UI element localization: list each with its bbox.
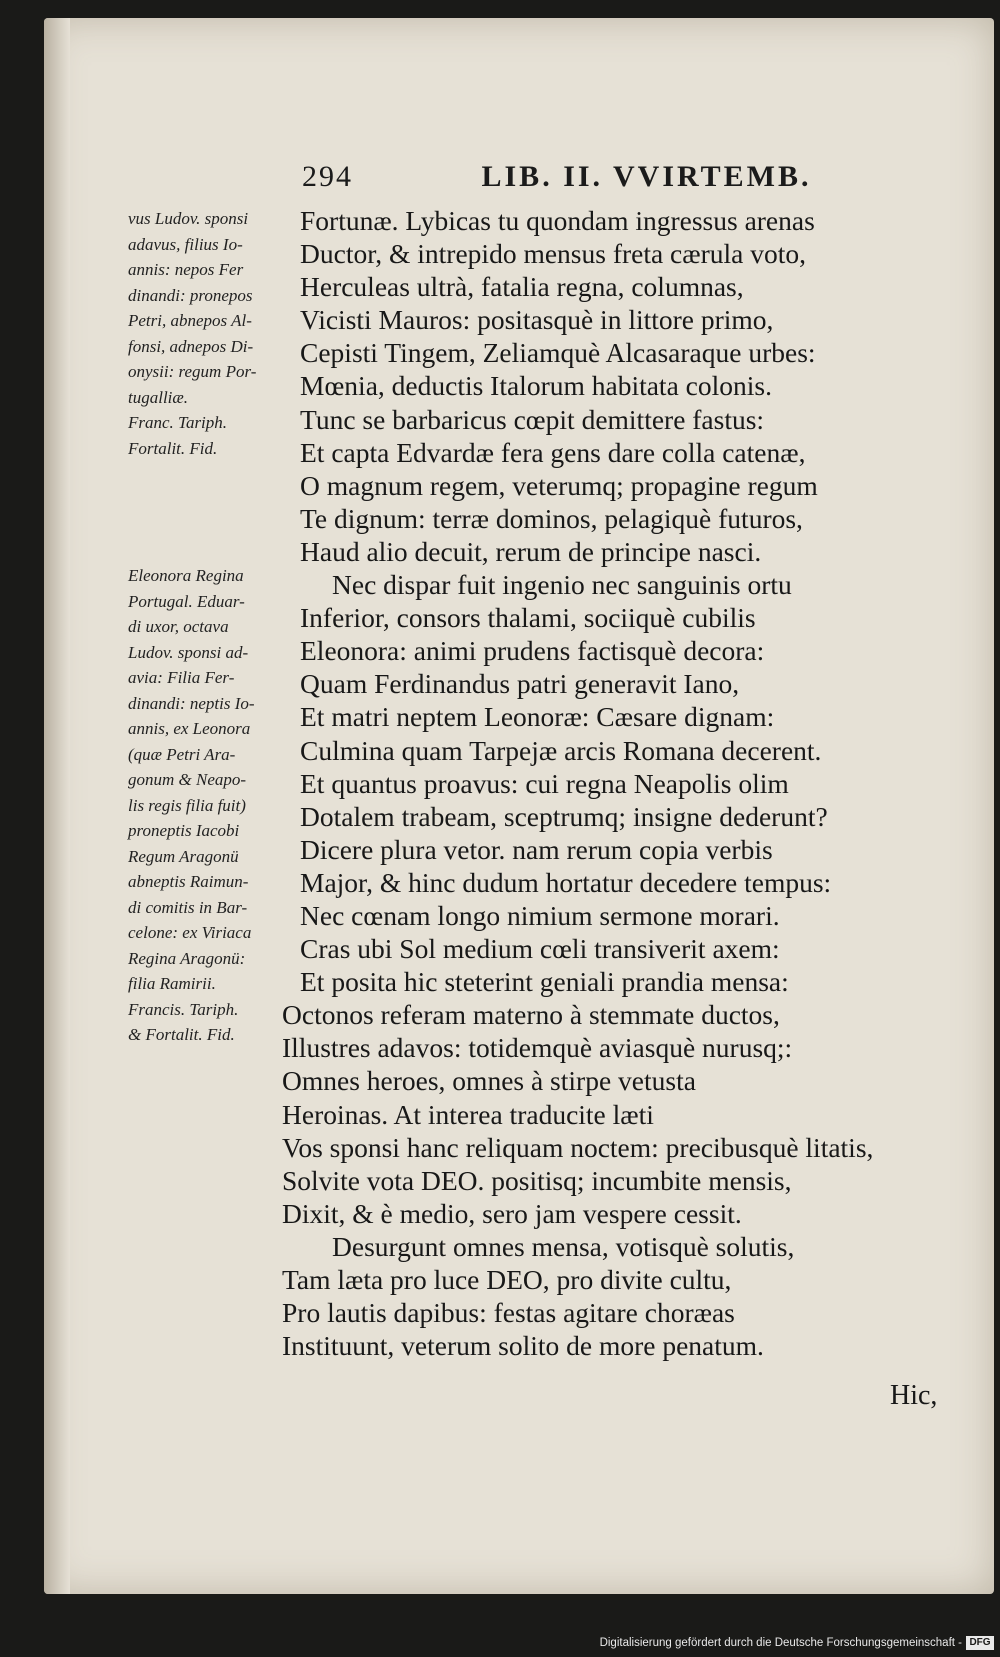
- verse-line: Nec cœnam longo nimium sermone morari.: [300, 899, 780, 931]
- verse-line: Octonos referam materno à stemmate ductos,: [282, 999, 780, 1031]
- verse-line: Cras ubi Sol medium cœli transiverit axem:: [300, 933, 780, 965]
- verse-line: Dixit, & è medio, sero jam vespere cessit.: [282, 1197, 742, 1229]
- verse-line: Mœnia, deductis Italorum habitata colonis.: [300, 370, 772, 402]
- verse-line: Eleonora: animi prudens factisquè decora:: [300, 635, 765, 667]
- page-number: 294: [302, 160, 353, 193]
- verse-line: Instituunt, veterum solito de more penatum.: [282, 1330, 764, 1362]
- verse-line: Illustres adavos: totidemquè aviasquè nurusq;:: [282, 1032, 793, 1064]
- verse-line: Et posita hic steterint geniali prandia mensa:: [300, 966, 789, 998]
- margin-note-eleonora: Eleonora Regina Portugal. Eduar- di uxor, octava Ludov. sponsi ad- avia: Filia Fer- dinandi: neptis Io- annis, ex Leonora (quæ Petri Ara- gonum & Neapo- lis regis filia fuit) proneptis Iacobi Regum Aragonü abneptis Raimun- di comitis in Bar- celone: ex Viriaca Regina Aragonü: filia Ramirii. Francis. Tariph. & Fortalit. Fid.: [128, 566, 255, 1044]
- verse-line: Dotalem trabeam, sceptrumq; insigne dederunt?: [300, 800, 828, 832]
- verse-line: Et matri neptem Leonoræ: Cæsare dignam:: [300, 701, 775, 733]
- verse-line: Major, & hinc dudum hortatur decedere tempus:: [300, 866, 832, 898]
- dfg-logo: DFG: [966, 1636, 994, 1650]
- verse-line: O magnum regem, veterumq; propagine regum: [300, 469, 818, 501]
- page-gutter-shadow: [44, 18, 70, 1594]
- marginal-notes: [128, 206, 286, 1048]
- verse-line: Cepisti Tingem, Zeliamquè Alcasaraque urbes:: [300, 337, 816, 369]
- verse-line: Herculeas ultrà, fatalia regna, columnas,: [300, 271, 744, 303]
- verse-line: Haud alio decuit, rerum de principe nasci.: [300, 535, 762, 567]
- verse-line: Fortunæ. Lybicas tu quondam ingressus arenas: [300, 205, 815, 236]
- verse-text: [282, 204, 940, 1362]
- verse-line: Omnes heroes, omnes à stirpe vetusta: [282, 1065, 696, 1097]
- verse-line: Te dignum: terræ dominos, pelagiquè futuros,: [300, 502, 803, 534]
- running-title: LIB. II. VVIRTEMB.: [481, 160, 812, 193]
- verse-line: Pro lautis dapibus: festas agitare choræas: [282, 1297, 735, 1329]
- digitization-credit: Digitalisierung gefördert durch die Deutsche Forschungsgemeinschaft -: [599, 1637, 962, 1649]
- running-header: [302, 160, 811, 194]
- verse-line: Desurgunt omnes mensa, votisquè solutis,: [332, 1230, 795, 1262]
- verse-line: Tunc se barbaricus cœpit demittere fastus:: [300, 403, 765, 435]
- margin-note-alfonso: vus Ludov. sponsi adavus, filius Io- annis: nepos Fer dinandi: pronepos Petri, abnepos Al- fonsi, adnepos Di- onysii: regum Por- tugalliæ. Franc. Tariph. Fortalit. Fid.: [128, 209, 257, 458]
- verse-line: Quam Ferdinandus patri generavit Iano,: [300, 668, 740, 700]
- verse-line: Dicere plura vetor. nam rerum copia verbis: [300, 833, 773, 865]
- verse-line: Inferior, consors thalami, sociiquè cubilis: [300, 602, 756, 634]
- verse-line: Et quantus proavus: cui regna Neapolis olim: [300, 767, 789, 799]
- verse-line: Nec dispar fuit ingenio nec sanguinis ortu: [332, 569, 792, 601]
- verse-line: Culmina quam Tarpejæ arcis Romana decerent.: [300, 734, 822, 766]
- footer-bar: [0, 1623, 1000, 1657]
- verse-line: Heroinas. At interea traducite læti: [282, 1098, 654, 1130]
- verse-line: Et capta Edvardæ fera gens dare colla catenæ,: [300, 436, 806, 468]
- verse-line: Ductor, & intrepido mensus freta cærula voto,: [300, 238, 806, 270]
- verse-line: Vicisti Mauros: positasquè in littore primo,: [300, 304, 774, 336]
- verse-line: Tam læta pro luce DEO, pro divite cultu,: [282, 1264, 732, 1295]
- verse-line: Solvite vota DEO. positisq; incumbite mensis,: [282, 1164, 792, 1196]
- catchword: Hic,: [890, 1380, 938, 1411]
- verse-line: Vos sponsi hanc reliquam noctem: precibusquè litatis,: [282, 1131, 874, 1163]
